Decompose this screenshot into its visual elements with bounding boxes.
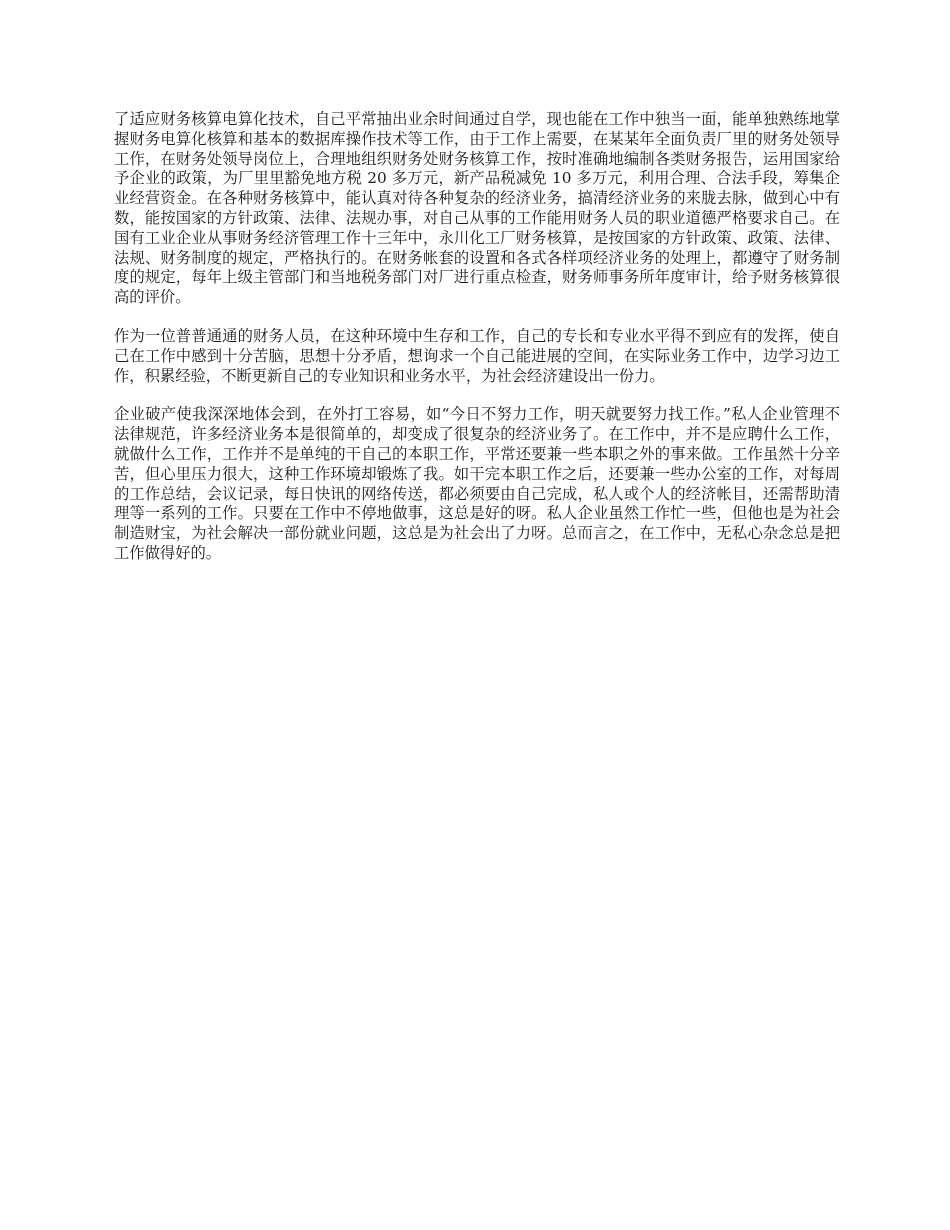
paragraph-2: 作为一位普普通通的财务人员，在这种环境中生存和工作，自己的专长和专业水平得不到应有的发挥，使自己在工作中感到十分苦脑，思想十分矛盾，想询求一个自己能进展的空间，在实际业务工作中，边学习边工作，积累经验，不断更新自己的专业知识和业务水平，为社会经济建设出一份力。 [114, 326, 840, 385]
document-body [114, 110, 840, 583]
paragraph-1: 了适应财务核算电算化技术，自己平常抽出业余时间通过自学，现也能在工作中独当一面，能单独熟练地掌握财务电算化核算和基本的数据库操作技术等工作，由于工作上需要，在某某年全面负责厂里的财务处领导工作，在财务处领导岗位上，合理地组织财务处财务核算工作，按时准确地编制各类财务报告，运用国家给予企业的政策，为厂里里豁免地方税 20 多万元，新产品税减免 10 多万元，利用合理、合法手段，筹集企业经营资金。在各种财务核算中，能认真对待各种复杂的经济业务，搞清经济业务的来胧去脉，做到心中有数，能按国家的方针政策、法律、法规办事，对自己从事的工作能用财务人员的职业道德严格要求自己。在国有工业企业从事财务经济管理工作十三年中，永川化工厂财务核算，是按国家的方针政策、政策、法律、法规、财务制度的规定，严格执行的。在财务帐套的设置和各式各样项经济业务的处理上，都遵守了财务制度的规定，每年上级主管部门和当地税务部门对厂进行重点检查，财务师事务所年度审计，给予财务核算很高的评价。 [114, 110, 840, 307]
paragraph-3: 企业破产使我深深地体会到，在外打工容易，如“今日不努力工作，明天就要努力找工作。”私人企业管理不法律规范，许多经济业务本是很简单的，却变成了很复杂的经济业务了。在工作中，并不是应聘什么工作，就做什么工作，工作并不是单纯的干自己的本职工作，平常还要兼一些本职之外的事来做。工作虽然十分辛苦，但心里压力很大，这种工作环境却锻炼了我。如干完本职工作之后，还要兼一些办公室的工作，对每周的工作总结，会议记录，每日快讯的网络传送，都必须要由自己完成，私人或个人的经济帐目，还需帮助清理等一系列的工作。只要在工作中不停地做事，这总是好的呀。私人企业虽然工作忙一些，但他也是为社会制造财宝，为社会解决一部份就业问题，这总是为社会出了力呀。总而言之，在工作中，无私心杂念总是把工作做得好的。 [114, 405, 840, 562]
